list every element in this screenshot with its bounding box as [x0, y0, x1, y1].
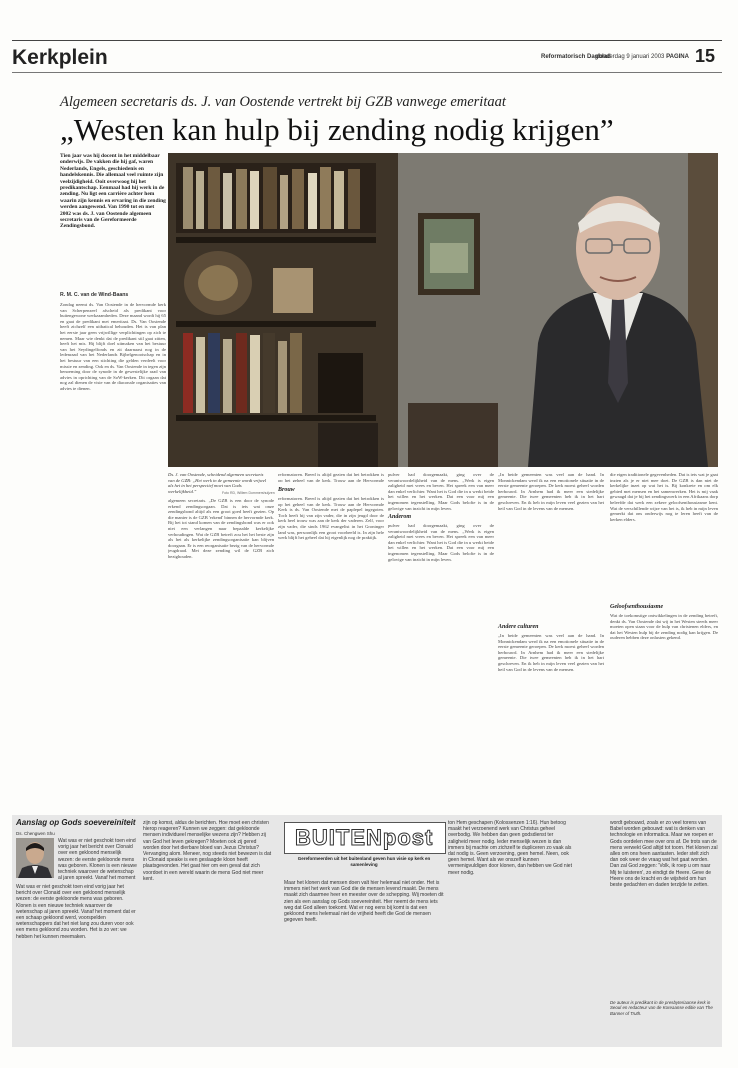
- byline: R. M. C. van de Wind-Baans: [60, 292, 129, 298]
- subhead-brouw: Brouw: [278, 487, 295, 493]
- paper-name: Reformatorisch Dagblad: [541, 54, 611, 60]
- body-column-5: „In beide gemeenten was veel aan de hand. In Monnickendam werd ik na een emotionele situatie in de eerste gemeente geroepen. De kerk moest geheel worden herbouwd. In Arnhem had ik meer een stedelijke gemeente. Die twee gemeenten heb ik in het hart geschreven. En ik heb in mijn leven veel gezien van het heil van God in de levens van de mensen.: [498, 633, 604, 672]
- body-column-3: reformatoren. Breed is altijd gezien dat het betrokken is op het geheel van de kerk. Trouw aan de Hervormde Kerk is ds. Van Oostende met de paplepel ingegoten. Toch heeft hij van zijn vader, die in zijn jeugd door de kerk heel trouw was aan de kerk der vaderen. Zelf, voor zijn vader, die sinds 1962 evangelist in het Groninger land was, persoonlijk een groot voorbeeld is. In zijn hele werk blijft het geheel dat hij eigenlijk nog de praktijk.: [278, 496, 384, 541]
- photo-credit: Foto RD, Willem Dommershuijzen: [222, 491, 275, 495]
- subhead-geloofsenthousiasme: Geloofsenthousiasme: [610, 604, 664, 610]
- subhead-andere-culturen: Andere culturen: [498, 624, 539, 630]
- column-box-col-1-top: Wat was er niet geschokt toen eind vorig jaar het bericht over Clonaid over een gekloond menselijk wezen: de eerste gekloonde mens was geboren. Klonen is een nieuwe techniek waarover de wetenschap al jaren spreekt. Vanaf het moment: [58, 838, 137, 880]
- buitenpost-tagline: Gereformeerden uit het buitenland geven hun visie op kerk en samenleving: [297, 856, 431, 867]
- issue-date: [596, 54, 689, 60]
- body-column-1: Zondag neemt ds. Van Oostende in de hervormde kerk van Scherpenzeel afscheid als predikant voor buitengewone werkzaamheden. Deze maand wordt hij 65 en gaat de predikant met emeritaat. Ds. Van Oostende heeft zichzelf een uitbatical behouden. Het is van plan het eerste jaar geen vrijwillige verplichtingen op zich te nemen. Maar wie denkt dat de predikant stil gaat zitten, heeft het mis. Hij blijft doel uitmaken van het bestuur van het Seydingelfonds en zit daarnaast nog in de ledenraad van het Nederlands Bijbelgenootschap en in het bestuur van een stichting die gelden verdeelt voor missie en zending. Ook en ds. Van Oostende in tegen zijn benoeming door de synode in de gewestelijke raad van advies in oprichting van de SoW-kerken. Dit orgaan dat nog zal dienen de visie van de diaconale organisaties van advies te dienen.: [60, 302, 166, 391]
- column-box-footnote: De auteur is predikant in de presbyteriaanse kerk in Seoul en redacteur van de Koreaanse editie van The Banner of Truth.: [610, 1000, 713, 1016]
- article-subheadline: Algemeen secretaris ds. J. van Oostende vertrekt bij GZB vanwege emeritaat: [60, 94, 506, 110]
- column-box-col-3: Maar het klonen dat mensen doen valt hier helemaal niet onder. Het is immers niet het werk van God die de mensen levend maakt. De mens maakt zich daarmee heer en meester over de schepping. Wij moeten dit zien als een aanslag op Gods soevereiniteit. Hier neemt de mens iets weg dat God alleen toekomt. Wat er nog eens bij komt is dat een gekloond mens helemaal niet de vrijheid heeft die God de mensen gegeven heeft.: [284, 880, 444, 924]
- article-photo: [168, 153, 718, 467]
- page-label: PAGINA: [666, 54, 689, 60]
- column-box-col-2: zijn op komst, aldus de berichten. Hoe moet een christen hierop reageren? Kunnen we zeggen: dat gekloonde mensen individueel menselijke wezens zijn? Hebben zij van God het leven gekregen? Moeten ook zij gered worden door het dierbare bloed van Jezus Christus? Vervanging alom. Meneer, nog steeds niet bewezen is dat in Clonaid speake is een geslaagde kloon heeft plaatsgevonden. Het gaat hier om een geval dat zich voordoet in een wereld waarin de mens God niet meer kent.: [143, 820, 272, 882]
- photo-caption: Ds. J. van Oostende, scheidend algemeen secretaris van de GZB: „Het werk in de gemeente wordt vrijwel als het in het perspectief moet van Gods werkelijkheid.”: [168, 472, 267, 494]
- issue-date-text: donderdag 9 januari 2003: [596, 54, 665, 60]
- column-box-col-1: Wat was er niet geschokt toen eind vorig jaar het bericht over Clonaid over een gekloond menselijk wezen: de eerste gekloonde mens was geboren. Klonen is een nieuwe techniek waarover de wetenschap al jaren spreekt. Vanaf het moment dat er een schaap gekloond werd, voorspelden wetenschappers dat het niet lang zou duren voor ook een mens gekloond zou worden. Het is zo ver: we hebben het kunnen meemaken.: [16, 884, 136, 940]
- column-box-col-4: ton Hem geschapen (Kolossenzen 1:16). Hun betoog maakt het verzoenend werk van Christus geheel overbodig. We hebben dan geen godsdienst ter zaligheid meer nodig. Ieder menselijk wezen is dan immers bij machte om zichzelf te duplicеren zo vaak als dat nodig is. Geen verzoening, geen hemel. Neen, ook geen hemel. Want als we onszelf kunnen vermenigvuldigen door klonen, dan hebben we God niet meer nodig.: [448, 820, 572, 876]
- column-box-col-6: wordt gebouwd, zoals er zo veel torens van Babel worden gebouwd: wat is denken van technologie en informatica. Maar we roepen er Gods oordelen mee over ons af. De trots van de mens verwekt God altijd tot toorn. Het klonen zal alles om ons heen aantasten. Ieder stelt zich dan ook weer de vraag wat het gaat worden. Dan zal God zeggen: 'Volk, ik roep u om naar Mij te luisteren', zo eindigt de Heere. Geve de Heere ons de kracht en de wijsheid om hun beste gedachten en daden terzijde te zetten.: [610, 820, 718, 889]
- body-column-5-top: „In beide gemeenten was veel aan de hand. In Monnickendam werd ik na een emotionele situatie in de eerste gemeente geroepen. De kerk moest geheel worden herbouwd. In Arnhem had ik meer een stedelijke gemeente. Die twee gemeenten heb ik in het hart geschreven. En ik heb in mijn leven veel gezien van het heil van God in de levens van de mensen.: [498, 472, 604, 511]
- body-column-2: algemeen secretaris. „De GZB is een door de synode erkend zendingsorgaan. Dat is iets wat onze zendingsbond altijd als een groot goed heeft gezien. Op die manier is de GZB 'erkend' binnen de hervormde kerk. Bij het tot stand komen van de zendingsbond was er ook niet een verlangen naar bepaalde kerkelijke verhoudingen. Wat de GZB betreft zou het het beste zijn als het als kerkelijke zendingsorganisatie kan blijven doorgaan. Er is een reorganisatie bezig van de hervormde jeugdraad. Met deze zending wil de GZB zich bezighouden.: [168, 498, 274, 559]
- body-column-6-top: die eigen traditionele gegevenheden. Dat is iets wat je gaat inzien als je er niet mee doet. De GZB is dan niet de kerkelijke inzet op wat het is. Bij konkrete en om elk gebied met mensen en het samenwerken. Het is mij vaak gewaagd dat je bij het zendingswerk in een Afrikaans dorp beleefde dat werk een zekere geloofsenthousiasme kent. Wat de verschillende wijze van het is, ik heb in mijn leven gemerkt dat ons onderwijs nog te leren heeft van de kerken elders.: [610, 472, 718, 522]
- column-box-title: Aanslag op Gods soevereiniteit: [16, 818, 136, 827]
- author-avatar: [16, 838, 54, 878]
- body-column-4-top: pulver had doorgemaakt, ging over de verantwoordelijkheid van de mens. „Werk is eigen zaligheid met vrees en beven. Het spreek een van meer dan enkel verlichter. Want het is God die in u werkt beide het willen en het werken. Dat een voor mij een ingenomen tegenstelling. Maar Gods belofte is in de gelovige van inzicht in mijn leven.: [388, 472, 494, 511]
- section-title: Kerkplein: [12, 46, 108, 69]
- body-column-3-top: reformatoren. Breed is altijd gezien dat het betrokken is op het geheel van de kerk. Trouw aan de Hervormde: [278, 472, 384, 482]
- page-number: 15: [695, 46, 716, 66]
- body-column-6: Wat de toekomstige ontwikkelingen in de zending betreft, denkt ds. Van Oostende dat wij in het Westen steeds meer moeten open staan voor de hulp van christenen elders, en dat het Westen hulp bij de zending nodig kan krijgen. De ouderen hebben deze onlusten gekend.: [610, 613, 718, 641]
- column-box-author: Ds. Chengwen Shu: [16, 831, 55, 836]
- buitenpost-logo-text: BUITENpost: [295, 825, 434, 850]
- buitenpost-logo: [284, 822, 446, 854]
- article-headline: „Westen kan hulp bij zending nodig krijgen”: [60, 112, 614, 147]
- author-portrait-icon: [16, 838, 54, 878]
- article-lead: Tien jaar was hij docent in het middelbaar onderwijs. De vakken die hij gaf, waren Nederlands, Engels, geschiedenis en handelskennis. Die allemaal veel ruimte zijn veelzijdigheid. Ooit overwoog hij het predikantschap. Eenmaal had hij werk in de zending. Nu ligt een carrière achter hem waarin zijn kennis en ervaring in die zending werden aangewend. Van 1990 tot en met 2002 was ds. J. van Oostende algemeen secretaris van de Gereformeerde Zendingsbond.: [60, 153, 166, 230]
- masthead-rule: [12, 72, 722, 73]
- photo-illustration: [168, 153, 718, 467]
- subhead-anderom: Anderom: [388, 514, 412, 520]
- body-column-4: pulver had doorgemaakt, ging over de verantwoordelijkheid van de mens. „Werk is eigen zaligheid met vrees en beven. Het spreek een van meer dan enkel verlichter. Want het is God die in u werkt beide het willen en het werken. Dat een voor mij een ingenomen tegenstelling. Maar Gods belofte is in de gelovige van inzicht in mijn leven.: [388, 523, 494, 562]
